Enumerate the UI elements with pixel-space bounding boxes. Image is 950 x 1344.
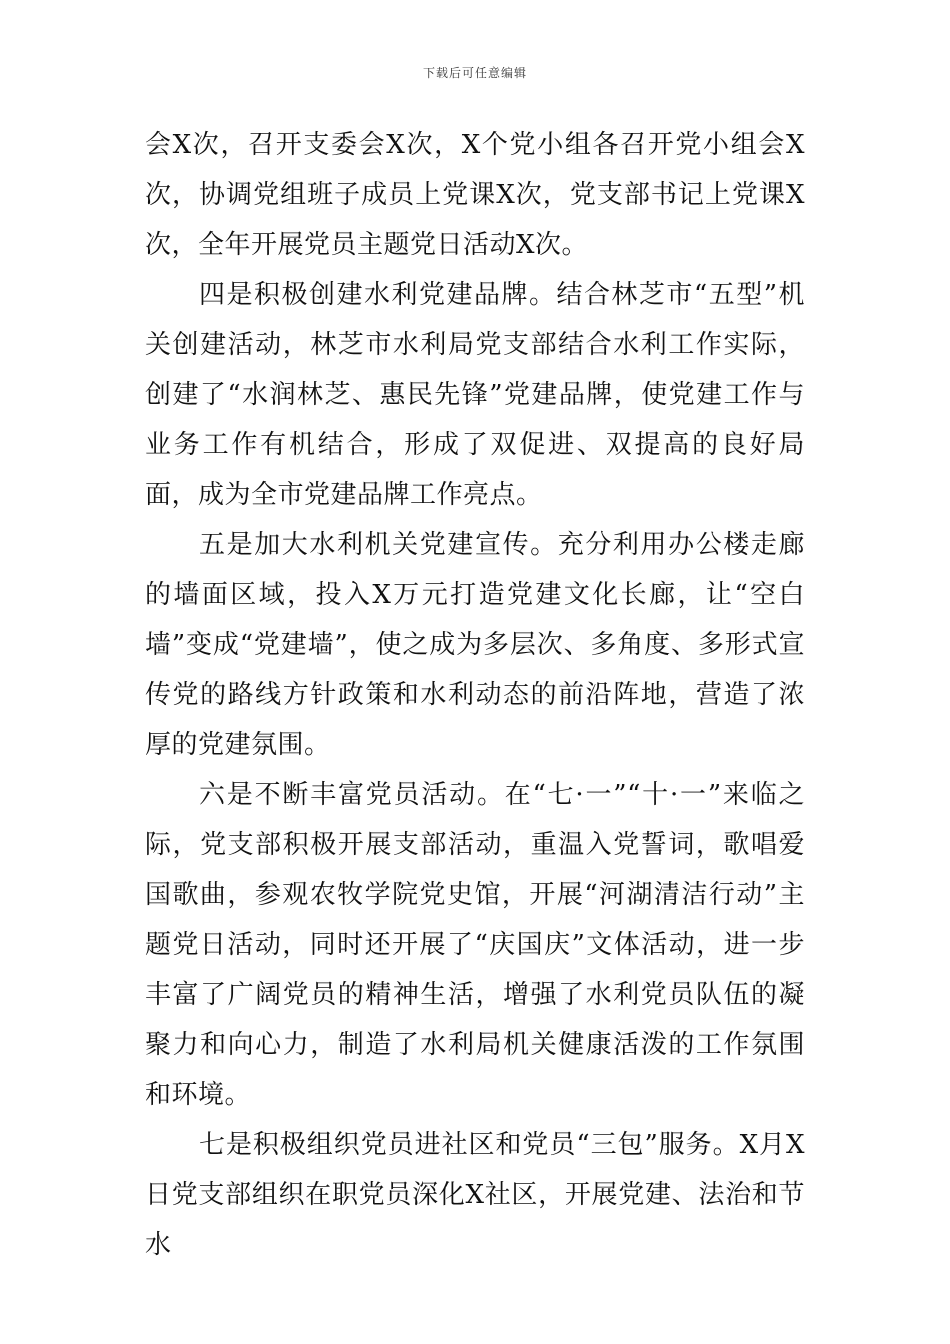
- document-body: [145, 120, 805, 1270]
- paragraph-5: 七是积极组织党员进社区和党员“三包”服务。X月X日党支部组织在职党员深化X社区，开展党建、法治和节水: [145, 1130, 805, 1260]
- page-header: 下载后可任意编辑: [422, 66, 527, 80]
- paragraph-2: 四是积极创建水利党建品牌。结合林芝市“五型”机关创建活动，林芝市水利局党支部结合水利工作实际，创建了“水润林芝、惠民先锋”党建品牌，使党建工作与业务工作有机结合，形成了双促进、双提高的良好局面，成为全市党建品牌工作亮点。: [145, 280, 805, 510]
- paragraph-3: 五是加大水利机关党建宣传。充分利用办公楼走廊的墙面区域，投入X万元打造党建文化长廊，让“空白墙”变成“党建墙”，使之成为多层次、多角度、多形式宣传党的路线方针政策和水利动态的前沿阵地，营造了浓厚的党建氛围。: [145, 530, 805, 760]
- paragraph-4: 六是不断丰富党员活动。在“七·一”“十·一”来临之际，党支部积极开展支部活动，重温入党誓词，歌唱爱国歌曲，参观农牧学院党史馆，开展“河湖清洁行动”主题党日活动，同时还开展了“庆国庆”文体活动，进一步丰富了广阔党员的精神生活，增强了水利党员队伍的凝聚力和向心力，制造了水利局机关健康活泼的工作氛围和环境。: [145, 780, 805, 1110]
- paragraph-1: 会X次，召开支委会X次，X个党小组各召开党小组会X次，协调党组班子成员上党课X次，党支部书记上党课X次，全年开展党员主题党日活动X次。: [145, 130, 805, 260]
